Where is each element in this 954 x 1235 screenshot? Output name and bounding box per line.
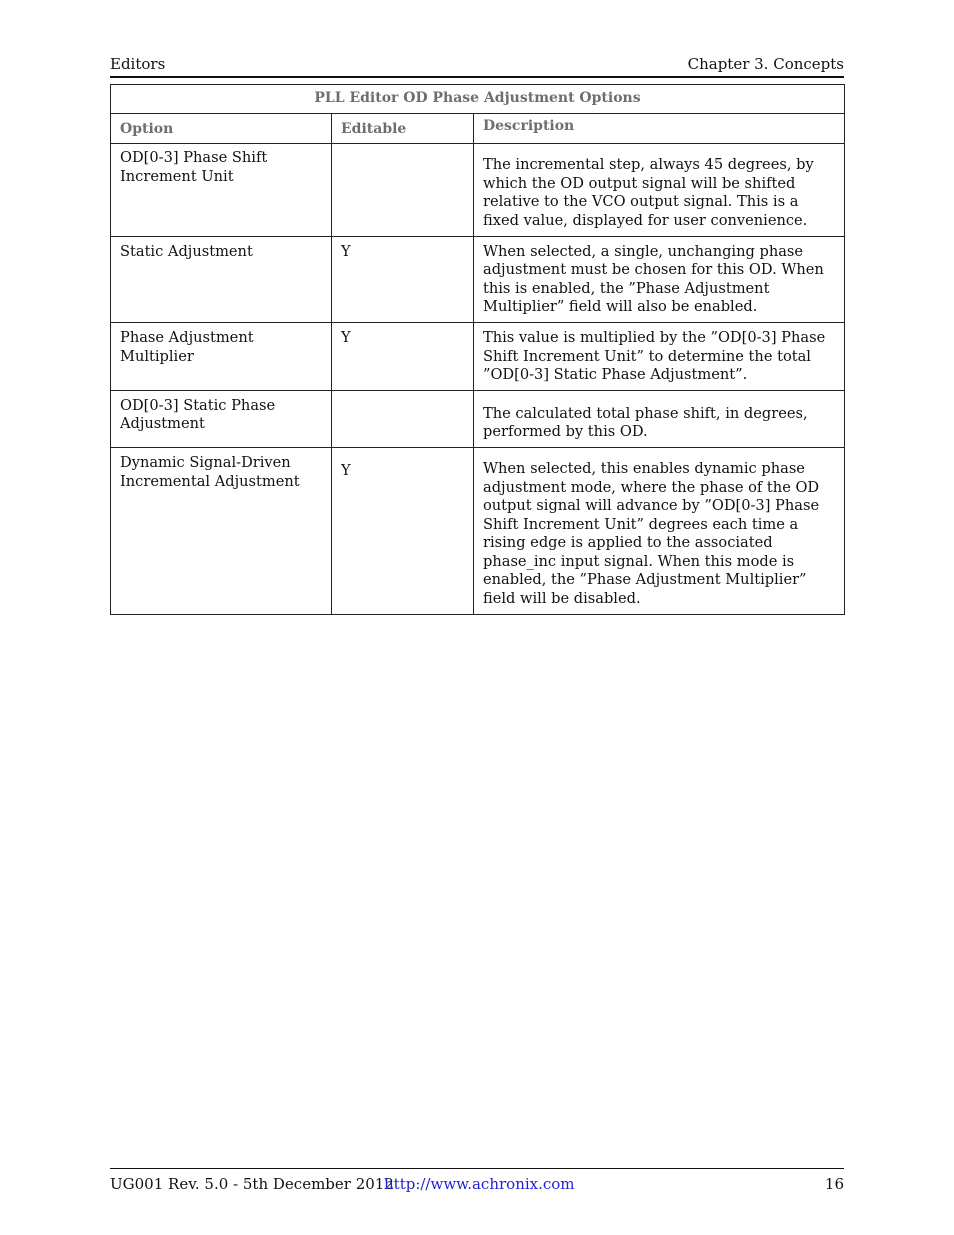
option-cell: OD[0-3] Static Phase Adjustment: [111, 390, 332, 447]
editable-cell: [332, 390, 474, 447]
table-row: [111, 144, 845, 236]
table-row: [111, 390, 845, 447]
option-cell: Dynamic Signal-Driven Incremental Adjustment: [111, 447, 332, 614]
description-cell: This value is multiplied by the ”OD[0-3] Phase Shift Increment Unit” to determine the total ”OD[0-3] Static Phase Adjustment”.: [474, 322, 845, 390]
table-row: [111, 322, 845, 390]
editable-cell: Y: [332, 447, 474, 614]
option-cell: Static Adjustment: [111, 236, 332, 322]
description-cell: When selected, this enables dynamic phase adjustment mode, where the phase of the OD output signal will advance by ”OD[0-3] Phase Shift Increment Unit” degrees each time a rising edge is applied to the associated phase_inc input signal. When this mode is enabled, the ”Phase Adjustment Multiplier” field will be disabled.: [474, 447, 845, 614]
editable-cell: Y: [332, 236, 474, 322]
table-header-row: [111, 113, 845, 144]
header-chapter-title: Chapter 3. Concepts: [687, 55, 844, 73]
page-footer: [110, 1168, 844, 1193]
option-cell: Phase Adjustment Multiplier: [111, 322, 332, 390]
description-cell: The incremental step, always 45 degrees, by which the OD output signal will be shifted relative to the VCO output signal. This is a fixed value, displayed for user convenience.: [474, 144, 845, 236]
option-cell: OD[0-3] Phase Shift Increment Unit: [111, 144, 332, 236]
editable-cell: Y: [332, 322, 474, 390]
footer-revision: UG001 Rev. 5.0 - 5th December 2012: [110, 1175, 394, 1193]
table-row: [111, 236, 845, 322]
footer-website-link[interactable]: http://www.achronix.com: [384, 1175, 575, 1193]
description-cell: When selected, a single, unchanging phase adjustment must be chosen for this OD. When this is enabled, the ”Phase Adjustment Multiplier” field will also be enabled.: [474, 236, 845, 322]
description-cell: The calculated total phase shift, in degrees, performed by this OD.: [474, 390, 845, 447]
phase-adjustment-options-table: [110, 84, 845, 615]
column-header-description: Description: [474, 113, 845, 144]
table-caption: PLL Editor OD Phase Adjustment Options: [111, 85, 845, 114]
footer-page-number: 16: [824, 1175, 844, 1193]
table-row: [111, 447, 845, 614]
column-header-option: Option: [111, 113, 332, 144]
table-caption-row: [111, 85, 845, 114]
editable-cell: [332, 144, 474, 236]
column-header-editable: Editable: [332, 113, 474, 144]
header-section-title: Editors: [110, 55, 166, 73]
page-header: [110, 54, 844, 78]
